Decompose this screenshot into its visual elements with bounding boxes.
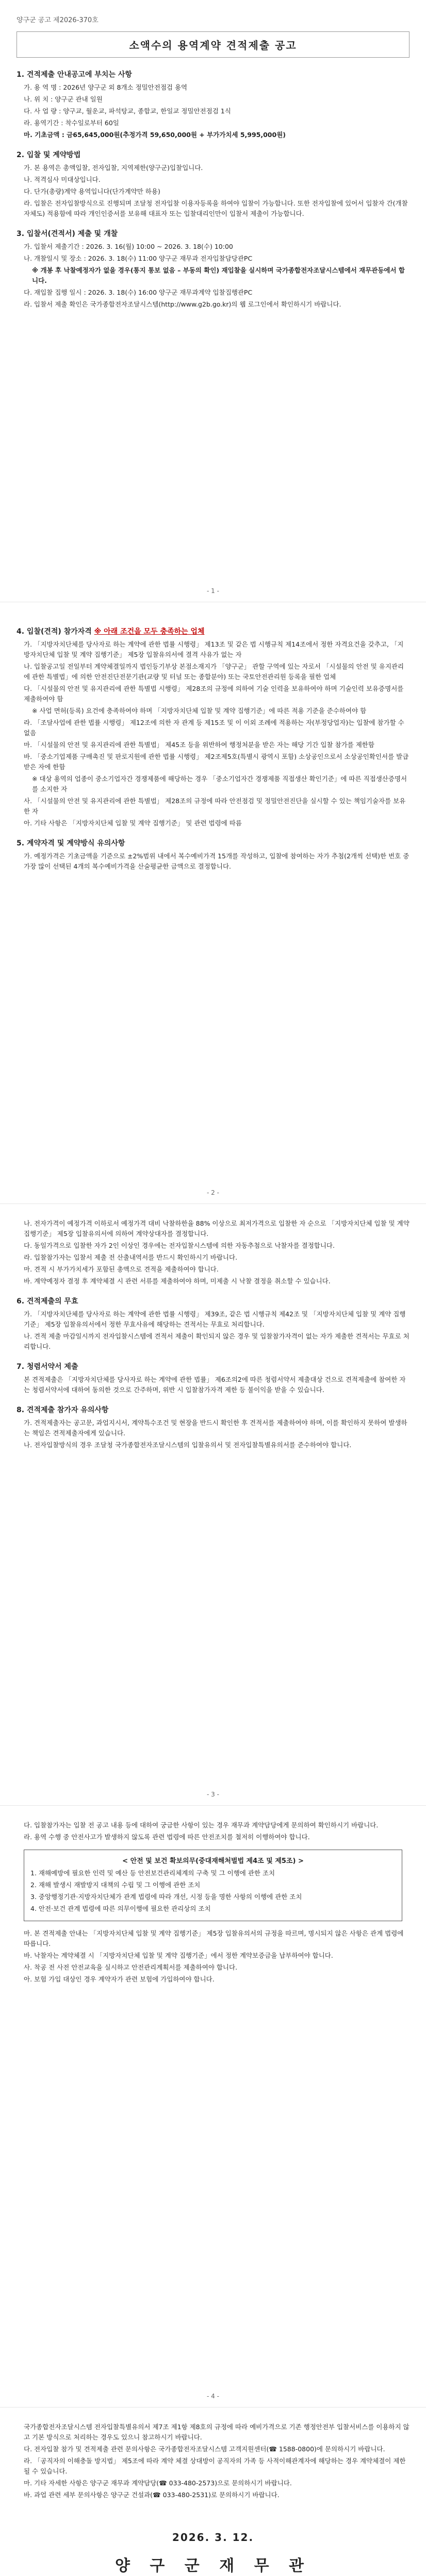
section-3-line: 다. 재입찰 집행 일시 : 2026. 3. 18(수) 16:00 양구군 재무과계약 입찰집행관PC	[24, 289, 253, 296]
notice-date: 2026. 3. 12.	[172, 2531, 254, 2544]
safety-notice-title: < 안전 및 보건 확보의무(중대재해처벌법 제4조 및 제5조) >	[122, 1857, 304, 1865]
section-4-line: 라. 「조달사업에 관한 법률 시행령」 제12조에 의한 자 관계 등 제15조 및 이 이외 조례에 적용하는 자(부정당업자)는 입찰에 참가할 수 없음	[24, 719, 404, 737]
document-number: 양구군 공고 제2026-370호	[17, 16, 99, 24]
section-5-line: 다. 동일가격으로 입찰한 자가 2인 이상인 경우에는 전자입찰시스템에 의한 자동추첨으로 낙찰자를 결정합니다.	[24, 1242, 335, 1249]
section-5-line: 바. 계약예정자 결정 후 계약체결 시 관련 서류를 제출하여야 하며, 미제출 시 낙찰 결정을 취소할 수 있습니다.	[24, 1277, 331, 1285]
section-9-line: 마. 본 견적제출 안내는 「지방자치단체 입찰 및 계약 집행기준」 제5장 입찰유의서의 규정을 따르며, 명시되지 않은 사항은 관계 법령에 따릅니다.	[24, 1929, 404, 1947]
section-4-line: 아. 기타 사항은 「지방자치단체 입찰 및 계약 집행기준」 및 관련 법령에 따름	[24, 819, 242, 827]
document-title: 소액수의 용역계약 견적제출 공고	[17, 31, 409, 58]
section-8-line: 다. 입찰참가자는 입찰 전 공고 내용 등에 대하여 궁금한 사항이 있는 경우 재무과 계약담당에게 문의하여 확인하시기 바랍니다.	[24, 1821, 379, 1829]
section-8-line: 나. 전자입찰방식의 경우 조달청 국가종합전자조달시스템의 입찰유의서 및 전자입찰특별유의서를 준수하여야 합니다.	[24, 1441, 352, 1449]
section-6-heading: 6. 견적제출의 무효	[17, 1297, 78, 1306]
safety-notice-line: 3. 중앙행정기관·지방자치단체가 관계 법령에 따라 개선, 시정 등을 명한 사항의 이행에 관한 조치	[30, 1893, 302, 1901]
section-5-line: 라. 입찰참가자는 입찰서 제출 전 산출내역서를 반드시 확인하시기 바랍니다.	[24, 1253, 238, 1261]
document-page-1	[0, 0, 426, 602]
section-4-line: 마. 「시설물의 안전 및 유지관리에 관한 특별법」 제45조 등을 위반하여 행정처분을 받은 자는 해당 기간 입찰 참가를 제한함	[24, 741, 374, 749]
page-number: - 2 -	[207, 1189, 219, 1196]
section-10-line: 마. 기타 자세한 사항은 양구군 재무과 계약담당(☎ 033-480-2573)으로 문의하시기 바랍니다.	[24, 2479, 292, 2487]
section-4-line: 나. 입찰공고일 전일부터 계약체결일까지 법인등기부상 본점소재지가 「양구군」 관할 구역에 있는 자로서 「시설물의 안전 및 유지관리에 관한 특별법」에 의한 안전진단전문기관(교량 및 터널 또는 종합분야) 또는 국토안전관리원 등록을 필한 업체	[24, 663, 404, 681]
section-9-line: 사. 착공 전 사전 안전교육을 실시하고 안전관리계획서를 제출하여야 합니다.	[24, 1963, 238, 1971]
document-page-2	[0, 602, 426, 1204]
section-10-line: 국가종합전자조달시스템 전자입찰특별유의서 제7조 제1항 제8호의 규정에 따라 예비가격으로 기존 행정안전부 입찰서비스를 이용하지 않고 기본 방식으로 처리하는 경우도 있으니 참고하시기 바랍니다.	[24, 2423, 409, 2441]
section-1-line: 가. 용 역 명 : 2026년 양구군 외 8개소 정밀안전점검 용역	[24, 83, 188, 91]
section-8-line: 라. 용역 수행 중 안전사고가 발생하지 않도록 관련 법령에 따른 안전조치를 철저히 이행하여야 합니다.	[24, 1833, 310, 1841]
section-1-line: 다. 사 업 량 : 양구교, 월운교, 파석탕교, 종합교, 한일교 정밀안전점검 1식	[24, 107, 231, 115]
section-5-line: 마. 견적 시 부가가치세가 포함된 총액으로 견적을 제출하여야 합니다.	[24, 1265, 219, 1273]
section-8-heading: 8. 견적제출 참가자 유의사항	[17, 1406, 109, 1414]
section-7-line: 본 견적제출은 「지방자치단체를 당사자로 하는 계약에 관한 법률」 제6조의2에 따른 청렴서약서 제출대상 건으로 견적제출에 참여한 자는 청렴서약서에 대하여 동의한 것으로 간주하며, 위반 시 입찰참가자격 제한 등 불이익을 받을 수 있습니다.	[24, 1376, 406, 1394]
section-3-heading: 3. 입찰서(견적서) 제출 및 개찰	[17, 230, 118, 238]
section-10-line: 다. 전자입찰 참가 및 견적제출 관련 문의사항은 국가종합전자조달시스템 고객지원센터(☎ 1588-0800)에 문의하시기 바랍니다.	[24, 2445, 385, 2453]
section-9-line: 바. 낙찰자는 계약체결 시 「지방자치단체 입찰 및 계약 집행기준」에서 정한 계약보증금을 납부하여야 합니다.	[24, 1952, 333, 1959]
section-2-line: 라. 입찰은 전자입찰방식으로 진행되며 조달청 전자입찰 이용자등록을 하여야 입찰이 가능합니다. 또한 전자입찰에 있어서 입찰자 간(개찰자체도) 적용함에 따라 개인인증서를 보유해 대표자 또는 입찰대리인만이 입찰서 제출이 가능합니다.	[24, 199, 408, 217]
section-4-line: 다. 「시설물의 안전 및 유지관리에 관한 특별법 시행령」 제28조의 규정에 의하여 기술 인력을 보유하여야 하며 기술인력 보유증명서를 제출하여야 함	[24, 685, 404, 703]
section-5-line: 가. 예정가격은 기초금액을 기준으로 ±2%범위 내에서 복수예비가격 15개를 작성하고, 입찰에 참여하는 자가 추첨(2개씩 선택)한 번호 중 가장 많이 선택된 4개의 복수예비가격을 산술평균한 금액으로 결정합니다.	[24, 852, 409, 870]
section-9-line: 아. 보험 가입 대상인 경우 계약자가 관련 보험에 가입하여야 합니다.	[24, 1975, 215, 1983]
section-2-line: 다. 단가(총량)계약 용역입니다(단가계약만 하용)	[24, 188, 160, 195]
section-5-line: 나. 전자가격이 예정가격 이하로서 예정가격 대비 낙찰하한율 88% 이상으로 최저가격으로 입찰한 자 순으로 「지방자치단체 입찰 및 계약 집행기준」 제5장 입찰유의서에 의하여 계약상대자를 결정합니다.	[24, 1219, 409, 1238]
section-8-line: 가. 견적제출자는 공고문, 과업지시서, 계약특수조건 및 현장을 반드시 확인한 후 견적서를 제출하여야 하며, 이를 확인하지 못하여 발생하는 책임은 견적제출자에게 있습니다.	[24, 1419, 407, 1437]
section-4-note: ※ 아래 조건을 모두 충족하는 업체	[94, 628, 205, 636]
safety-notice-box	[24, 1850, 402, 1921]
document-page-4	[0, 1805, 426, 2407]
section-4-heading	[17, 626, 409, 636]
section-10-line: 라. 「공직자의 이해충돌 방지법」 제5조에 따라 계약 체결 상대방이 공직자의 가족 등 사적이해관계자에 해당하는 경우 계약체결이 제한될 수 있습니다.	[24, 2457, 406, 2475]
section-3-line: 라. 입찰서 제출 확인은 국가종합전자조달시스템(http://www.g2b.go.kr)의 웹 로그인에서 확인하시기 바랍니다.	[24, 300, 341, 308]
document-page-5	[0, 2407, 426, 2576]
section-2-heading: 2. 입찰 및 계약방법	[17, 151, 81, 159]
section-1-line: 나. 위 치 : 양구군 관내 일원	[24, 95, 103, 103]
section-2-line: 가. 본 용역은 총액입찰, 전자입찰, 지역제한(양구군)입찰입니다.	[24, 164, 203, 172]
safety-notice-line: 2. 재해 발생시 재발방지 대책의 수립 및 그 이행에 관한 조치	[30, 1881, 201, 1889]
safety-notice-line: 1. 재해예방에 필요한 인력 및 예산 등 안전보건관리체계의 구축 및 그 이행에 관한 조치	[30, 1869, 275, 1877]
page-number: - 3 -	[207, 1791, 219, 1798]
section-1-line: 라. 용역기간 : 착수일로부터 60일	[24, 119, 119, 127]
safety-notice-line: 4. 안전·보건 관계 법령에 따른 의무이행에 필요한 관리상의 조치	[30, 1905, 211, 1912]
document-page-3	[0, 1204, 426, 1805]
section-4-line: ※ 대상 용역의 업종이 중소기업자간 경쟁제품에 해당하는 경우 「중소기업자간 경쟁제품 직접생산 확인기준」에 따른 직접생산증명서를 소지한 자	[32, 775, 407, 793]
section-7-heading: 7. 청렴서약서 제출	[17, 1363, 78, 1371]
section-1-heading: 1. 견적제출 안내공고에 부치는 사항	[17, 71, 132, 79]
issuer-name: 양 구 군 재 무 관	[114, 2557, 312, 2575]
section-10-line: 바. 과업 관련 세부 문의사항은 양구군 건설과(☎ 033-480-2531)로 문의하시기 바랍니다.	[24, 2491, 280, 2499]
section-3-line: 나. 개찰일시 및 장소 : 2026. 3. 18(수) 11:00 양구군 재무과 전자입찰담당관PC	[24, 255, 253, 262]
section-4-line: 사. 「시설물의 안전 및 유지관리에 관한 특별법」 제28조의 규정에 따라 안전점검 및 정밀안전진단을 실시할 수 있는 책임기술자를 보유한 자	[24, 797, 406, 815]
section-3-line: ※ 개봉 후 낙찰예정자가 없을 경우(통지 통보 없음 – 부동의 확인) 재입찰을 실시하며 국가종합전자조달시스템에서 재무관등에서 합니다.	[32, 266, 405, 284]
page-number: - 4 -	[207, 2393, 219, 2400]
section-4-line: 바. 「중소기업제품 구매촉진 및 판로지원에 관한 법률 시행령」 제2조제5호(특별시 광역시 포함) 소상공인으로서 소상공인확인서를 발급받은 자에 한함	[24, 753, 409, 771]
section-6-line: 가. 「지방자치단체를 당사자로 하는 계약에 관한 법률 시행령」 제39조, 같은 법 시행규칙 제42조 및 「지방자치단체 입찰 및 계약 집행기준」 제5장 입찰유의서에서 정한 무효사유에 해당하는 견적서는 무효로 처리합니다.	[24, 1310, 406, 1328]
section-2-line: 나. 적격심사 미대상입니다.	[24, 176, 101, 183]
section-5-heading: 5. 계약자격 및 계약방식 유의사항	[17, 839, 125, 848]
section-4-line: 가. 「지방자치단체를 당사자로 하는 계약에 관한 법률 시행령」 제13조 및 같은 법 시행규칙 제14조에서 정한 자격요건을 갖추고, 「지방자치단체 입찰 및 계약 집행기준」 제5장 입찰유의서에 결격 사유가 없는 자	[24, 640, 404, 658]
section-4-title: 4. 입찰(견적) 참가자격	[17, 628, 92, 636]
section-1-line: 마. 기초금액 : 금65,645,000원(추정가격 59,650,000원 + 부가가치세 5,995,000원)	[24, 131, 286, 139]
section-6-line: 나. 견적 제출 마감일시까지 전자입찰시스템에 견적서 제출이 확인되지 않은 경우 및 입찰참가자격이 없는 자가 제출한 견적서는 무효로 처리합니다.	[24, 1332, 409, 1350]
section-4-line: ※ 사업 면허(등록) 요건에 충족하여야 하며 「지방자치단체 입찰 및 계약 집행기준」에 따른 적용 기준을 준수하여야 함	[32, 707, 367, 715]
section-3-line: 가. 입찰서 제출기간 : 2026. 3. 16(월) 10:00 ~ 2026. 3. 18(수) 10:00	[24, 243, 233, 250]
page-number: - 1 -	[207, 587, 219, 595]
